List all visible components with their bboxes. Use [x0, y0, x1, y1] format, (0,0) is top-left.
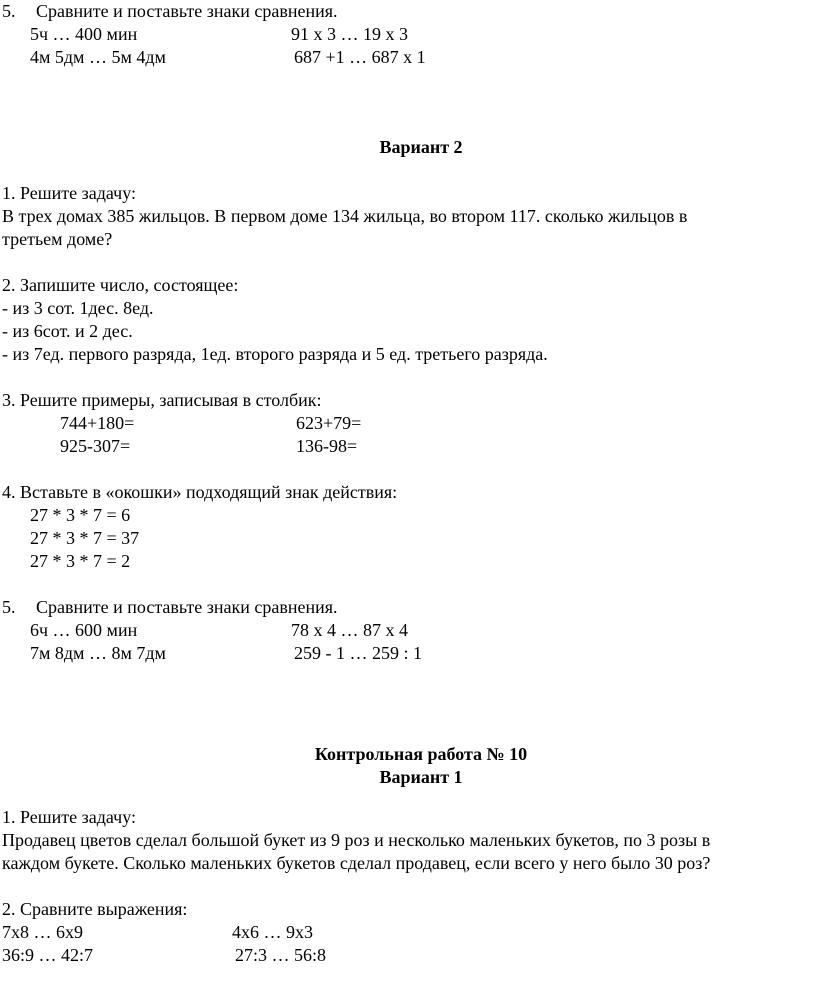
prev-task5-row2-right: 687 +1 … 687 х 1	[294, 47, 426, 67]
w10-task2-row2-left: 36:9 … 42:7	[2, 945, 94, 965]
prev-task5-row1-left: 5ч … 400 мин	[30, 24, 138, 44]
w10-task1-text-line1: Продавец цветов сделал большой букет из 9 роз и несколько маленьких букетов, по 3 розы в	[2, 830, 711, 850]
v2-task4-title: 4. Вставьте в «окошки» подходящий знак действия:	[2, 482, 398, 502]
work10-heading: Контрольная работа № 10	[314, 744, 528, 764]
v2-task4-item: 27 * 3 * 7 = 37	[30, 528, 140, 548]
v2-task1-title: 1. Решите задачу:	[2, 183, 136, 203]
v2-task3-title: 3. Решите примеры, записывая в столбик:	[2, 390, 322, 410]
v2-task2-title: 2. Запишите число, состоящее:	[2, 275, 239, 295]
variant2-heading: Вариант 2	[379, 137, 463, 157]
w10-task2-row1-left: 7х8 … 6х9	[2, 922, 83, 942]
v2-task2-item: - из 6сот. и 2 дес.	[2, 321, 133, 341]
w10-task2-row2-right: 27:3 … 56:8	[235, 945, 327, 965]
v2-task5-title: Сравните и поставьте знаки сравнения.	[36, 597, 338, 617]
v2-task5-number: 5.	[2, 597, 16, 617]
v2-task3-row1-right: 623+79=	[296, 413, 362, 433]
v2-task1-text-line1: В трех домах 385 жильцов. В первом доме 134 жильца, во втором 117. сколько жильцов в	[2, 206, 688, 226]
work10-variant-heading: Вариант 1	[379, 767, 463, 787]
v2-task4-item: 27 * 3 * 7 = 2	[30, 551, 131, 571]
v2-task5-row2-left: 7м 8дм … 8м 7дм	[30, 643, 166, 663]
prev-task5-row1-right: 91 х 3 … 19 х 3	[291, 24, 408, 44]
v2-task4-item: 27 * 3 * 7 = 6	[30, 505, 131, 525]
v2-task5-row1-right: 78 х 4 … 87 х 4	[291, 620, 408, 640]
w10-task1-title: 1. Решите задачу:	[2, 807, 136, 827]
v2-task2-item: - из 7ед. первого разряда, 1ед. второго разряда и 5 ед. третьего разряда.	[2, 344, 548, 364]
w10-task2-title: 2. Сравните выражения:	[2, 899, 188, 919]
prev-task5-number: 5.	[2, 1, 16, 21]
v2-task2-item: - из 3 сот. 1дес. 8ед.	[2, 298, 154, 318]
v2-task3-row2-left: 925-307=	[60, 436, 131, 456]
v2-task5-row1-left: 6ч … 600 мин	[30, 620, 138, 640]
w10-task1-text-line2: каждом букете. Сколько маленьких букетов сделал продавец, если всего у него было 30 роз?	[2, 853, 711, 873]
prev-task5-row2-left: 4м 5дм … 5м 4дм	[30, 47, 166, 67]
v2-task5-row2-right: 259 - 1 … 259 : 1	[294, 643, 422, 663]
v2-task3-row2-right: 136-98=	[296, 436, 358, 456]
v2-task3-row1-left: 744+180=	[60, 413, 135, 433]
v2-task1-text-line2: третьем доме?	[2, 229, 113, 249]
w10-task2-row1-right: 4х6 … 9х3	[232, 922, 313, 942]
prev-task5-title: Сравните и поставьте знаки сравнения.	[36, 1, 338, 21]
